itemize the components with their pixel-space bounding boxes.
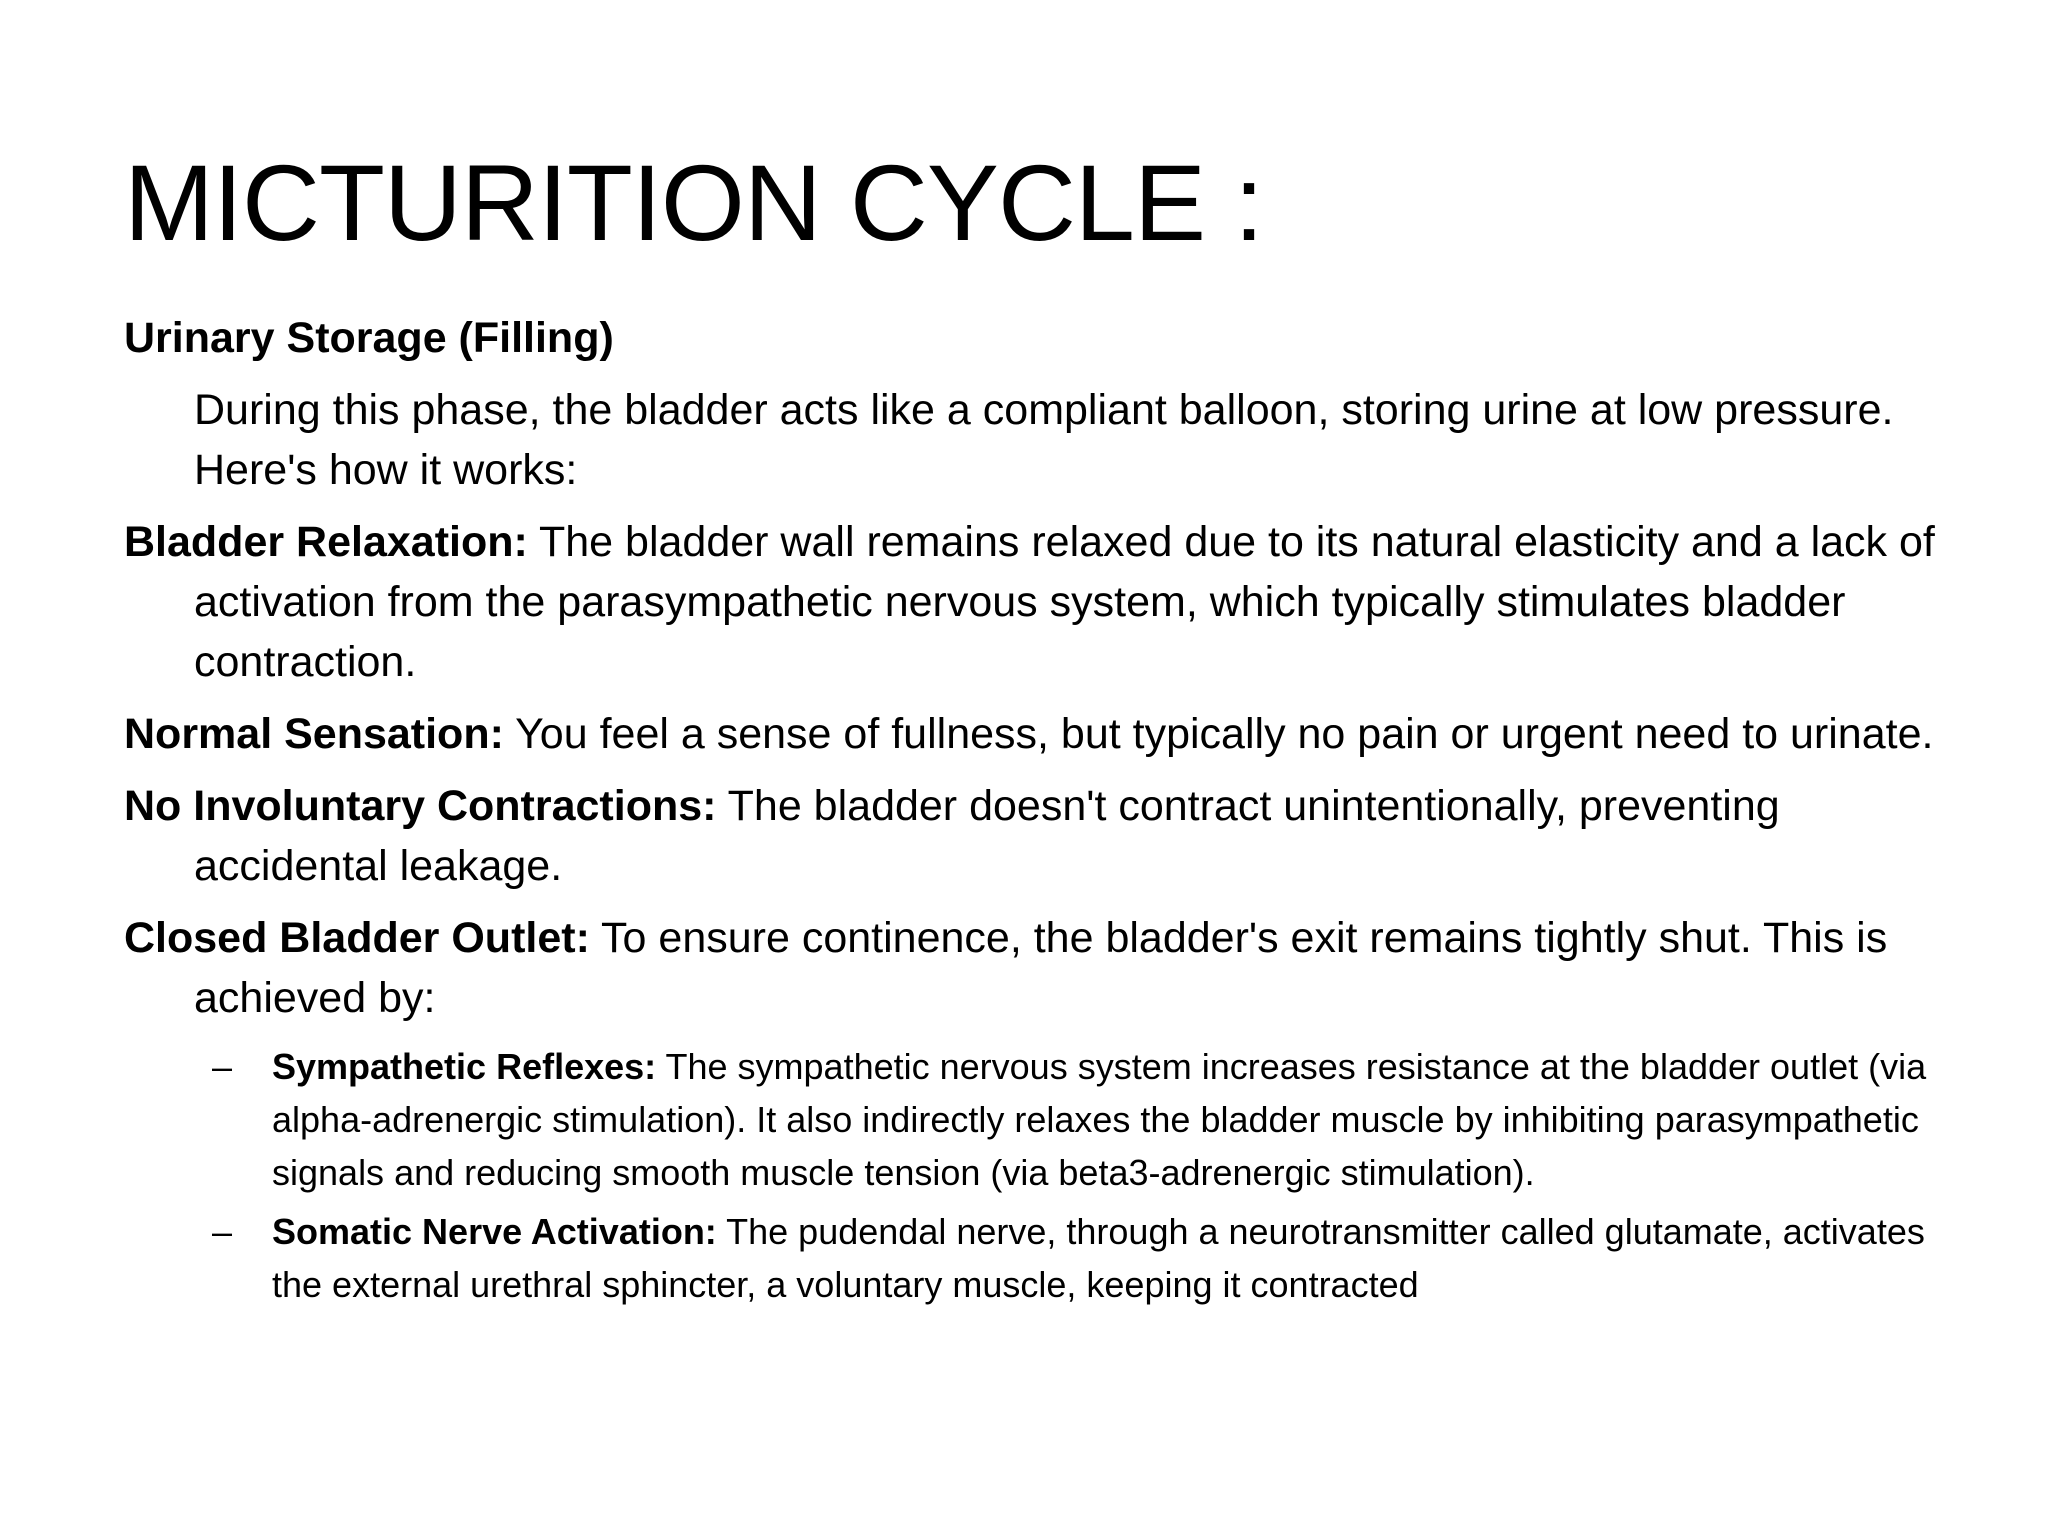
subpoint-term: Somatic Nerve Activation: (272, 1211, 717, 1252)
point-normal-sensation (124, 704, 1944, 764)
dash-bullet-icon: – (212, 1046, 233, 1087)
subpoint-somatic-nerve-activation (124, 1205, 1944, 1311)
section-heading: Urinary Storage (Filling) (124, 314, 614, 362)
intro-text: During this phase, the bladder acts like a compliant balloon, storing urine at low pressure. Here's how it works: (194, 386, 1894, 494)
point-closed-bladder-outlet (124, 908, 1944, 1028)
point-no-involuntary-contractions (124, 776, 1944, 896)
point-text: The bladder doesn't contract unintentionally, preventing accidental leakage. (194, 782, 1780, 890)
point-term: Normal Sensation: (124, 710, 504, 758)
subpoint-text: The sympathetic nervous system increases resistance at the bladder outlet (via alpha-adrenergic stimulation). It also indirectly relaxes the bladder muscle by inhibiting parasympathetic signals and reducing smooth muscle tension (via beta3-adrenergic stimulation). (272, 1046, 1927, 1193)
point-text: The bladder wall remains relaxed due to its natural elasticity and a lack of activation from the parasympathetic nervous system, which typically stimulates bladder contraction. (194, 518, 1935, 686)
point-text: You feel a sense of fullness, but typically no pain or urgent need to urinate. (503, 710, 1934, 758)
point-term: Closed Bladder Outlet: (124, 914, 590, 962)
subpoint-sympathetic-reflexes (124, 1040, 1944, 1199)
dash-bullet-icon: – (212, 1211, 233, 1252)
point-text: To ensure continence, the bladder's exit remains tightly shut. This is achieved by: (194, 914, 1888, 1022)
slide-title: MICTURITION CYCLE : (124, 142, 1264, 263)
slide-body (124, 308, 1944, 1317)
subpoint-term: Sympathetic Reflexes: (272, 1046, 657, 1087)
subpoint-text: The pudendal nerve, through a neurotransmitter called glutamate, activates the external urethral sphincter, a voluntary muscle, keeping it contracted (272, 1211, 1925, 1305)
point-term: Bladder Relaxation: (124, 518, 528, 566)
point-term: No Involuntary Contractions: (124, 782, 717, 830)
point-bladder-relaxation (124, 512, 1944, 692)
